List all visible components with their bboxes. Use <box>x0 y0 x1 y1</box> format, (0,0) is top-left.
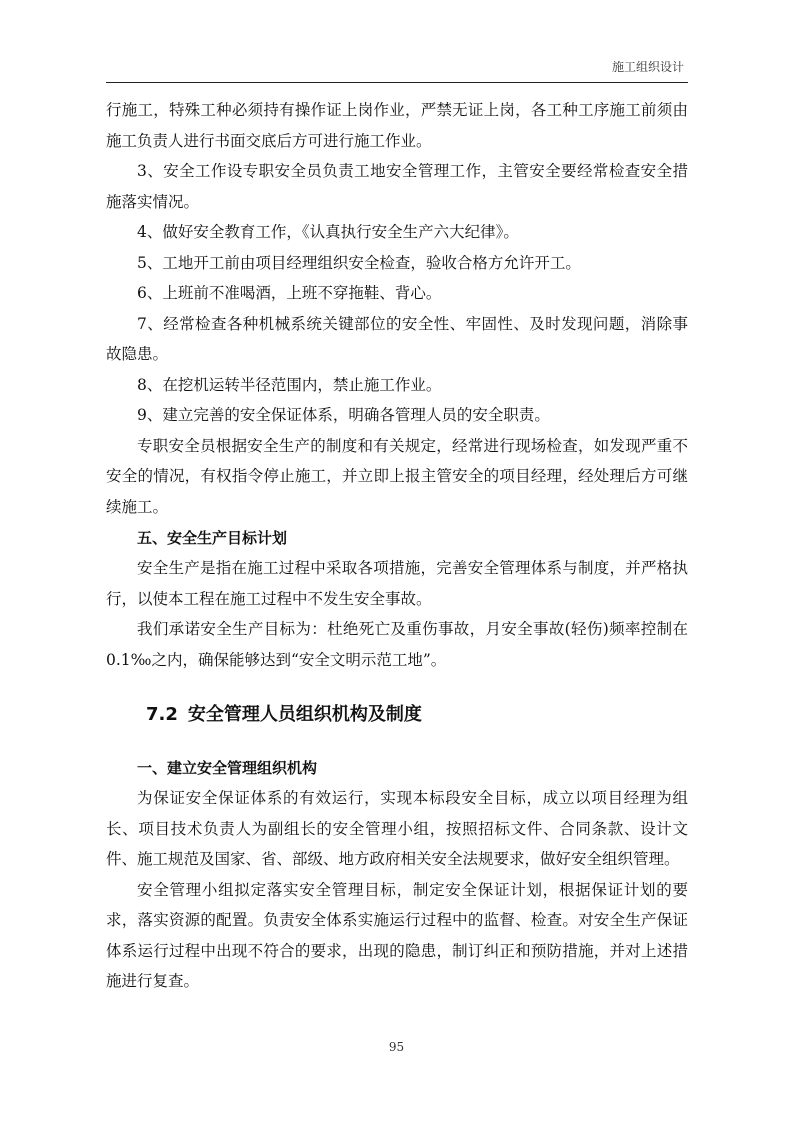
paragraph: 3、安全工作设专职安全员负责工地安全管理工作，主管安全要经常检查安全措施落实情况。 <box>106 162 688 211</box>
document-body <box>106 95 688 997</box>
section-heading <box>106 699 688 731</box>
paragraph: 行施工，特殊工种必须持有操作证上岗作业，严禁无证上岗，各工种工序施工前须由施工负责人进行书面交底后方可进行施工作业。 <box>106 101 688 150</box>
paragraph: 专职安全员根据安全生产的制度和有关规定，经常进行现场检查，如发现严重不安全的情况，有权指令停止施工，并立即上报主管安全的项目经理，经处理后方可继续施工。 <box>106 436 688 516</box>
paragraph: 6、上班前不准喝酒，上班不穿拖鞋、背心。 <box>137 284 442 302</box>
paragraph: 4、做好安全教育工作，《认真执行安全生产六大纪律》。 <box>137 223 519 241</box>
paragraph: 我们承诺安全生产目标为：杜绝死亡及重伤事故，月安全事故(轻伤)频率控制在 0.1‰之内，确保能够达到“安全文明示范工地”。 <box>106 620 688 669</box>
paragraph: 5、工地开工前由项目经理组织安全检查，验收合格方允许开工。 <box>137 253 581 272</box>
paragraph: 7、经常检查各种机械系统关键部位的安全性、牢固性、及时发现问题，消除事故隐患。 <box>106 314 688 363</box>
paragraph: 8、在挖机运转半径范围内，禁止施工作业。 <box>137 375 442 394</box>
section-title: 安全管理人员组织机构及制度 <box>187 704 422 725</box>
header-title: 施工组织设计 <box>611 60 684 74</box>
paragraph: 安全管理小组拟定落实安全管理目标，制定安全保证计划，根据保证计划的要求，落实资源的配置。负责安全体系实施运行过程中的监督、检查。对安全生产保证体系运行过程中出现不符合的要求，出现的隐患，制订纠正和预防措施，并对上述措施进行复查。 <box>106 880 688 990</box>
page-header <box>106 52 688 83</box>
section-number: 7.2 <box>146 704 178 725</box>
paragraph: 9、建立完善的安全保证体系，明确各管理人员的安全职责。 <box>137 406 550 424</box>
subsection-heading: 一、建立安全管理组织机构 <box>137 759 318 777</box>
subsection-heading: 五、安全生产目标计划 <box>137 529 288 547</box>
paragraph: 为保证安全保证体系的有效运行，实现本标段安全目标，成立以项目经理为组长、项目技术负责人为副组长的安全管理小组，按照招标文件、合同条款、设计文件、施工规范及国家、省、部级、地方政府相关安全法规要求，做好安全组织管理。 <box>106 789 688 868</box>
page-number: 95 <box>388 1040 405 1054</box>
paragraph: 安全生产是指在施工过程中采取各项措施，完善安全管理体系与制度，并严格执行，以使本工程在施工过程中不发生安全事故。 <box>106 559 688 608</box>
